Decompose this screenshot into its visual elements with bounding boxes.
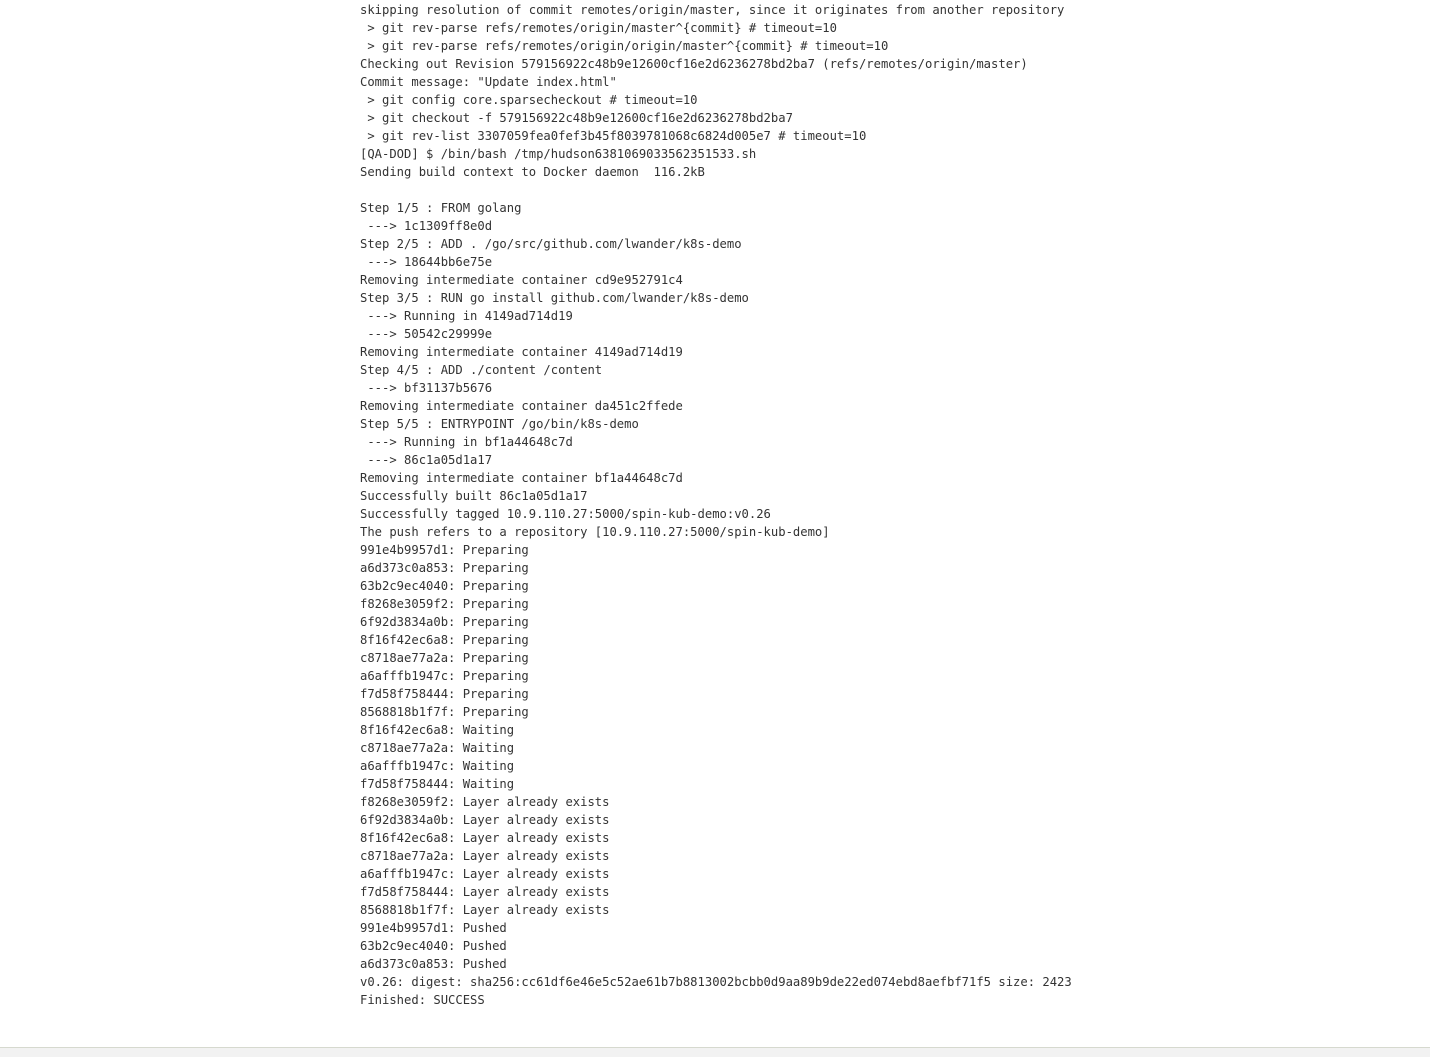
console-line: 8f16f42ec6a8: Layer already exists bbox=[360, 831, 610, 845]
console-line: f8268e3059f2: Preparing bbox=[360, 597, 529, 611]
console-line: > git rev-list 3307059fea0fef3b45f8039781068c6824d005e7 # timeout=10 bbox=[360, 129, 867, 143]
console-line: Removing intermediate container da451c2ffede bbox=[360, 399, 683, 413]
console-line: Checking out Revision 579156922c48b9e12600cf16e2d6236278bd2ba7 (refs/remotes/origin/master) bbox=[360, 57, 1028, 71]
console-line: 8f16f42ec6a8: Preparing bbox=[360, 633, 529, 647]
console-line: a6afffb1947c: Layer already exists bbox=[360, 867, 610, 881]
console-line: a6d373c0a853: Preparing bbox=[360, 561, 529, 575]
console-line bbox=[360, 181, 1072, 199]
console-line: > git rev-parse refs/remotes/origin/origin/master^{commit} # timeout=10 bbox=[360, 39, 889, 53]
console-line: f7d58f758444: Preparing bbox=[360, 687, 529, 701]
console-line: ---> 1c1309ff8e0d bbox=[360, 219, 493, 233]
console-line: > git rev-parse refs/remotes/origin/master^{commit} # timeout=10 bbox=[360, 21, 837, 35]
console-line: ---> 18644bb6e75e bbox=[360, 255, 493, 269]
console-line: Step 5/5 : ENTRYPOINT /go/bin/k8s-demo bbox=[360, 417, 639, 431]
console-line: 991e4b9957d1: Preparing bbox=[360, 543, 529, 557]
console-line: v0.26: digest: sha256:cc61df6e46e5c52ae61b7b8813002bcbb0d9aa89b9de22ed074ebd8aefbf71f5 size: 2423 bbox=[360, 975, 1072, 989]
console-line: f7d58f758444: Waiting bbox=[360, 777, 515, 791]
console-line: 6f92d3834a0b: Layer already exists bbox=[360, 813, 610, 827]
console-line: c8718ae77a2a: Preparing bbox=[360, 651, 529, 665]
console-line: > git checkout -f 579156922c48b9e12600cf16e2d6236278bd2ba7 bbox=[360, 111, 793, 125]
console-output bbox=[360, 1, 1072, 1009]
console-line: a6afffb1947c: Waiting bbox=[360, 759, 515, 773]
console-line: Step 2/5 : ADD . /go/src/github.com/lwander/k8s-demo bbox=[360, 237, 742, 251]
console-line: Sending build context to Docker daemon 116.2kB bbox=[360, 165, 705, 179]
console-line: The push refers to a repository [10.9.110.27:5000/spin-kub-demo] bbox=[360, 525, 830, 539]
console-line: Commit message: "Update index.html" bbox=[360, 75, 617, 89]
console-line: ---> Running in 4149ad714d19 bbox=[360, 309, 573, 323]
console-line: c8718ae77a2a: Layer already exists bbox=[360, 849, 610, 863]
console-line: f8268e3059f2: Layer already exists bbox=[360, 795, 610, 809]
console-line: a6afffb1947c: Preparing bbox=[360, 669, 529, 683]
console-line: a6d373c0a853: Pushed bbox=[360, 957, 507, 971]
console-line: 8f16f42ec6a8: Waiting bbox=[360, 723, 515, 737]
console-line: 6f92d3834a0b: Preparing bbox=[360, 615, 529, 629]
page-footer bbox=[0, 1047, 1430, 1057]
console-line: 991e4b9957d1: Pushed bbox=[360, 921, 507, 935]
console-line: Removing intermediate container cd9e952791c4 bbox=[360, 273, 683, 287]
console-line: f7d58f758444: Layer already exists bbox=[360, 885, 610, 899]
console-line: c8718ae77a2a: Waiting bbox=[360, 741, 515, 755]
console-line: ---> bf31137b5676 bbox=[360, 381, 493, 395]
console-line: 8568818b1f7f: Layer already exists bbox=[360, 903, 610, 917]
console-line: Removing intermediate container bf1a44648c7d bbox=[360, 471, 683, 485]
console-line: ---> Running in bf1a44648c7d bbox=[360, 435, 573, 449]
console-line: > git config core.sparsecheckout # timeout=10 bbox=[360, 93, 698, 107]
console-line: Step 3/5 : RUN go install github.com/lwander/k8s-demo bbox=[360, 291, 749, 305]
console-line: 63b2c9ec4040: Preparing bbox=[360, 579, 529, 593]
console-line: ---> 86c1a05d1a17 bbox=[360, 453, 493, 467]
console-line: [QA-DOD] $ /bin/bash /tmp/hudson6381069033562351533.sh bbox=[360, 147, 757, 161]
console-line: Finished: SUCCESS bbox=[360, 993, 485, 1007]
console-line: Removing intermediate container 4149ad714d19 bbox=[360, 345, 683, 359]
console-line: Step 1/5 : FROM golang bbox=[360, 201, 522, 215]
console-line: Successfully tagged 10.9.110.27:5000/spin-kub-demo:v0.26 bbox=[360, 507, 771, 521]
console-line: 63b2c9ec4040: Pushed bbox=[360, 939, 507, 953]
console-line: Step 4/5 : ADD ./content /content bbox=[360, 363, 603, 377]
console-line: ---> 50542c29999e bbox=[360, 327, 493, 341]
console-line: Successfully built 86c1a05d1a17 bbox=[360, 489, 588, 503]
console-line: skipping resolution of commit remotes/origin/master, since it originates from another repository bbox=[360, 3, 1065, 17]
console-line: 8568818b1f7f: Preparing bbox=[360, 705, 529, 719]
